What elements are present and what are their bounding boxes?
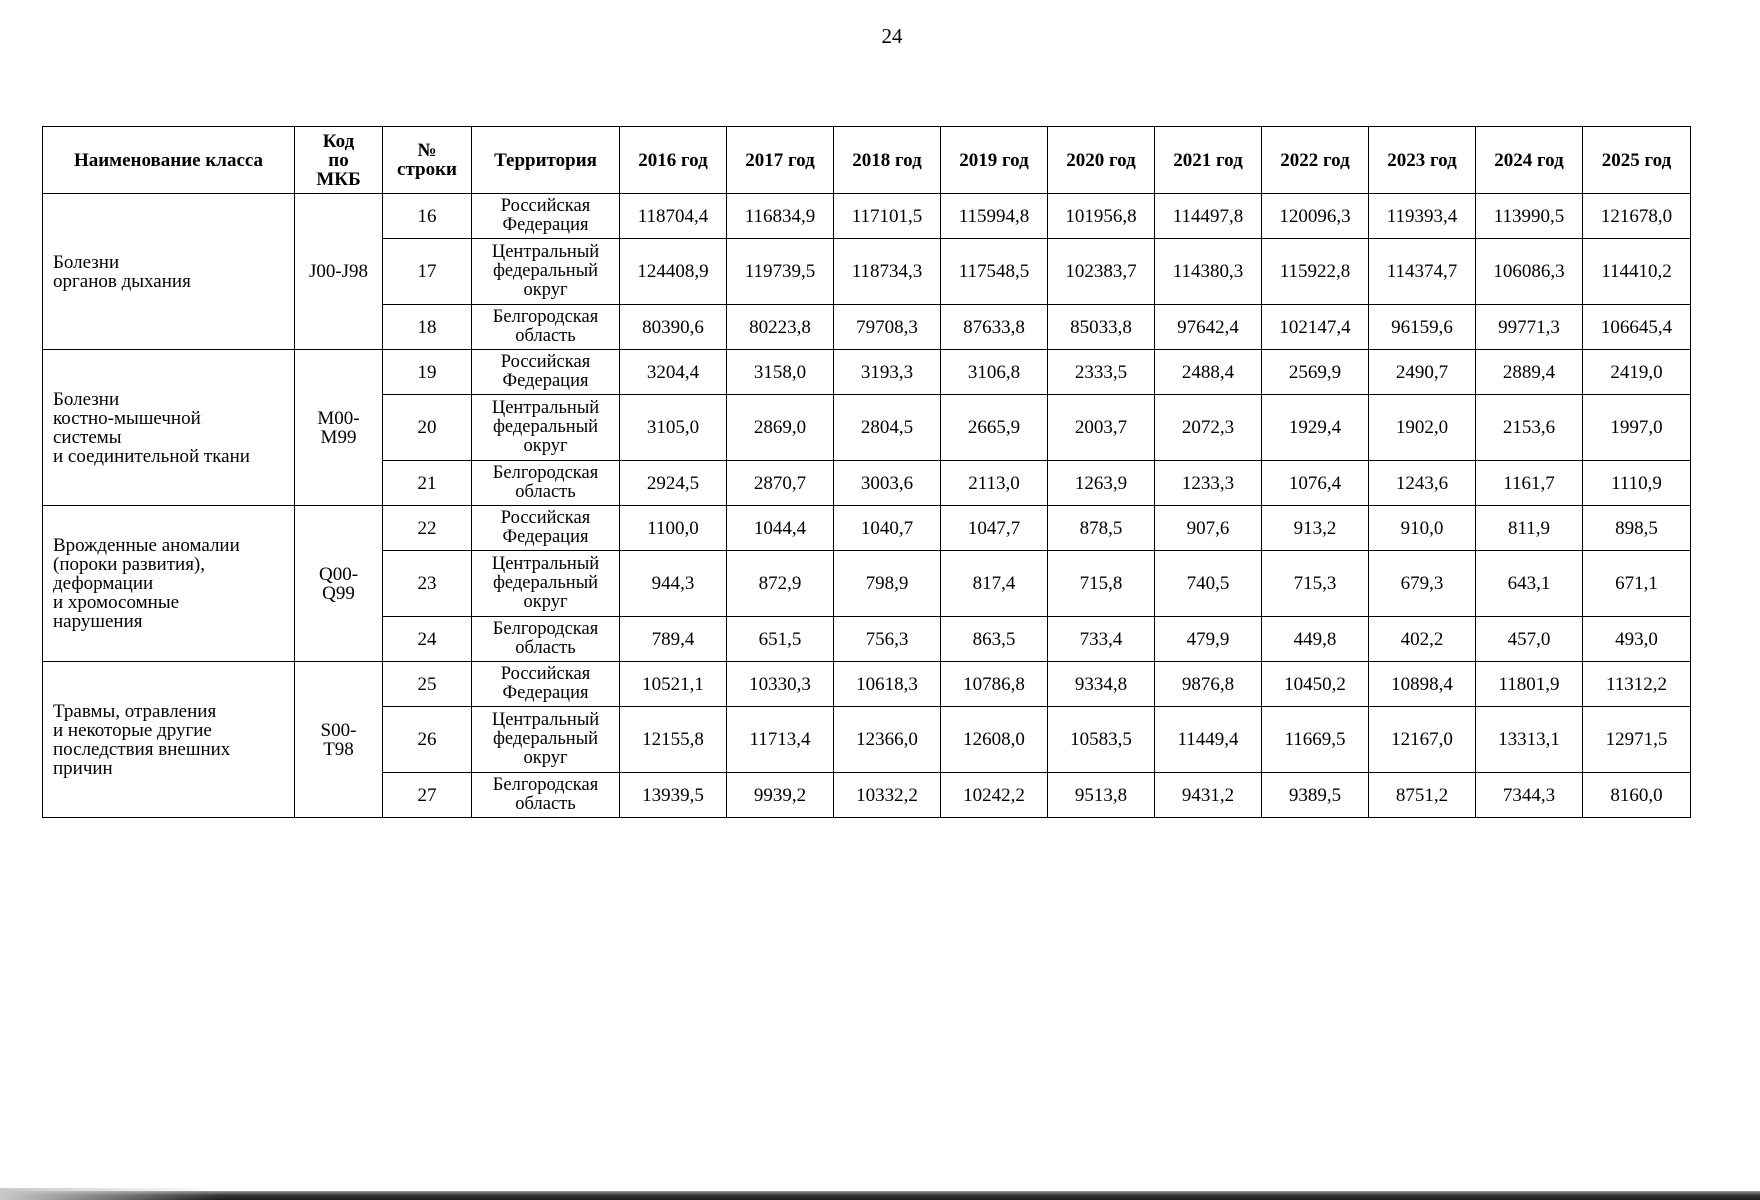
value-cell: 9389,5 — [1262, 773, 1369, 818]
value-cell: 2488,4 — [1155, 350, 1262, 395]
header-year: 2023 год — [1369, 127, 1476, 194]
value-cell: 2924,5 — [620, 461, 727, 506]
value-cell: 715,8 — [1048, 551, 1155, 617]
class-name-cell: Болезни органов дыхания — [43, 194, 295, 350]
value-cell: 1047,7 — [941, 506, 1048, 551]
header-row-number: № строки — [383, 127, 472, 194]
header-row — [43, 127, 1691, 194]
value-cell: 493,0 — [1583, 617, 1691, 662]
value-cell: 1929,4 — [1262, 395, 1369, 461]
row-number-cell: 19 — [383, 350, 472, 395]
value-cell: 3204,4 — [620, 350, 727, 395]
header-year: 2021 год — [1155, 127, 1262, 194]
value-cell: 80390,6 — [620, 305, 727, 350]
territory-cell: Центральный федеральный округ — [472, 707, 620, 773]
value-cell: 120096,3 — [1262, 194, 1369, 239]
value-cell: 872,9 — [727, 551, 834, 617]
value-cell: 121678,0 — [1583, 194, 1691, 239]
value-cell: 80223,8 — [727, 305, 834, 350]
row-number-cell: 21 — [383, 461, 472, 506]
value-cell: 117101,5 — [834, 194, 941, 239]
value-cell: 756,3 — [834, 617, 941, 662]
header-year: 2020 год — [1048, 127, 1155, 194]
value-cell: 124408,9 — [620, 239, 727, 305]
row-number-cell: 16 — [383, 194, 472, 239]
value-cell: 715,3 — [1262, 551, 1369, 617]
row-number-cell: 24 — [383, 617, 472, 662]
value-cell: 12167,0 — [1369, 707, 1476, 773]
value-cell: 2072,3 — [1155, 395, 1262, 461]
scan-edge-band — [0, 1191, 1760, 1200]
icd-code-cell: J00-J98 — [295, 194, 383, 350]
value-cell: 116834,9 — [727, 194, 834, 239]
value-cell: 13313,1 — [1476, 707, 1583, 773]
icd-code-cell: S00- T98 — [295, 662, 383, 818]
row-number-cell: 27 — [383, 773, 472, 818]
value-cell: 10330,3 — [727, 662, 834, 707]
value-cell: 12155,8 — [620, 707, 727, 773]
value-cell: 87633,8 — [941, 305, 1048, 350]
value-cell: 11713,4 — [727, 707, 834, 773]
row-number-cell: 23 — [383, 551, 472, 617]
value-cell: 114374,7 — [1369, 239, 1476, 305]
value-cell: 1997,0 — [1583, 395, 1691, 461]
row-number-cell: 26 — [383, 707, 472, 773]
value-cell: 479,9 — [1155, 617, 1262, 662]
header-year: 2022 год — [1262, 127, 1369, 194]
value-cell: 9939,2 — [727, 773, 834, 818]
header-year: 2017 год — [727, 127, 834, 194]
value-cell: 1110,9 — [1583, 461, 1691, 506]
value-cell: 863,5 — [941, 617, 1048, 662]
value-cell: 9876,8 — [1155, 662, 1262, 707]
value-cell: 1243,6 — [1369, 461, 1476, 506]
value-cell: 817,4 — [941, 551, 1048, 617]
table-body — [43, 194, 1691, 818]
header-class-name: Наименование класса — [43, 127, 295, 194]
morbidity-table — [42, 126, 1691, 818]
header-year: 2024 год — [1476, 127, 1583, 194]
value-cell: 910,0 — [1369, 506, 1476, 551]
territory-cell: Российская Федерация — [472, 506, 620, 551]
row-number-cell: 20 — [383, 395, 472, 461]
class-name-cell: Травмы, отравления и некоторые другие последствия внешних причин — [43, 662, 295, 818]
value-cell: 118704,4 — [620, 194, 727, 239]
territory-cell: Российская Федерация — [472, 662, 620, 707]
value-cell: 651,5 — [727, 617, 834, 662]
value-cell: 8751,2 — [1369, 773, 1476, 818]
value-cell: 643,1 — [1476, 551, 1583, 617]
value-cell: 97642,4 — [1155, 305, 1262, 350]
value-cell: 106645,4 — [1583, 305, 1691, 350]
value-cell: 115922,8 — [1262, 239, 1369, 305]
value-cell: 1233,3 — [1155, 461, 1262, 506]
class-name-cell: Болезни костно-мышечной системы и соединительной ткани — [43, 350, 295, 506]
value-cell: 2003,7 — [1048, 395, 1155, 461]
header-year: 2018 год — [834, 127, 941, 194]
value-cell: 10618,3 — [834, 662, 941, 707]
value-cell: 9513,8 — [1048, 773, 1155, 818]
value-cell: 913,2 — [1262, 506, 1369, 551]
value-cell: 118734,3 — [834, 239, 941, 305]
value-cell: 789,4 — [620, 617, 727, 662]
value-cell: 1040,7 — [834, 506, 941, 551]
territory-cell: Белгородская область — [472, 773, 620, 818]
value-cell: 2333,5 — [1048, 350, 1155, 395]
row-number-cell: 25 — [383, 662, 472, 707]
value-cell: 3106,8 — [941, 350, 1048, 395]
value-cell: 907,6 — [1155, 506, 1262, 551]
value-cell: 12971,5 — [1583, 707, 1691, 773]
value-cell: 8160,0 — [1583, 773, 1691, 818]
value-cell: 79708,3 — [834, 305, 941, 350]
value-cell: 101956,8 — [1048, 194, 1155, 239]
territory-cell: Центральный федеральный округ — [472, 239, 620, 305]
territory-cell: Российская Федерация — [472, 350, 620, 395]
value-cell: 733,4 — [1048, 617, 1155, 662]
header-year: 2025 год — [1583, 127, 1691, 194]
table-row — [43, 662, 1691, 707]
value-cell: 10786,8 — [941, 662, 1048, 707]
value-cell: 2665,9 — [941, 395, 1048, 461]
value-cell: 2490,7 — [1369, 350, 1476, 395]
value-cell: 102383,7 — [1048, 239, 1155, 305]
row-number-cell: 17 — [383, 239, 472, 305]
value-cell: 3105,0 — [620, 395, 727, 461]
value-cell: 114497,8 — [1155, 194, 1262, 239]
value-cell: 798,9 — [834, 551, 941, 617]
header-year: 2016 год — [620, 127, 727, 194]
territory-cell: Центральный федеральный округ — [472, 395, 620, 461]
value-cell: 119739,5 — [727, 239, 834, 305]
value-cell: 113990,5 — [1476, 194, 1583, 239]
value-cell: 9334,8 — [1048, 662, 1155, 707]
value-cell: 11669,5 — [1262, 707, 1369, 773]
class-name-cell: Врожденные аномалии (пороки развития), деформации и хромосомные нарушения — [43, 506, 295, 662]
value-cell: 1161,7 — [1476, 461, 1583, 506]
value-cell: 2569,9 — [1262, 350, 1369, 395]
table-row — [43, 194, 1691, 239]
value-cell: 102147,4 — [1262, 305, 1369, 350]
value-cell: 10332,2 — [834, 773, 941, 818]
value-cell: 878,5 — [1048, 506, 1155, 551]
value-cell: 898,5 — [1583, 506, 1691, 551]
value-cell: 115994,8 — [941, 194, 1048, 239]
value-cell: 1263,9 — [1048, 461, 1155, 506]
value-cell: 2869,0 — [727, 395, 834, 461]
territory-cell: Российская Федерация — [472, 194, 620, 239]
value-cell: 12608,0 — [941, 707, 1048, 773]
value-cell: 117548,5 — [941, 239, 1048, 305]
value-cell: 11449,4 — [1155, 707, 1262, 773]
value-cell: 1902,0 — [1369, 395, 1476, 461]
value-cell: 3158,0 — [727, 350, 834, 395]
table-row — [43, 350, 1691, 395]
value-cell: 11801,9 — [1476, 662, 1583, 707]
value-cell: 114380,3 — [1155, 239, 1262, 305]
value-cell: 10521,1 — [620, 662, 727, 707]
value-cell: 2889,4 — [1476, 350, 1583, 395]
value-cell: 457,0 — [1476, 617, 1583, 662]
value-cell: 402,2 — [1369, 617, 1476, 662]
page-number: 24 — [881, 24, 903, 48]
value-cell: 2870,7 — [727, 461, 834, 506]
value-cell: 2419,0 — [1583, 350, 1691, 395]
icd-code-cell: M00- M99 — [295, 350, 383, 506]
value-cell: 85033,8 — [1048, 305, 1155, 350]
value-cell: 1100,0 — [620, 506, 727, 551]
territory-cell: Центральный федеральный округ — [472, 551, 620, 617]
value-cell: 7344,3 — [1476, 773, 1583, 818]
value-cell: 1044,4 — [727, 506, 834, 551]
value-cell: 679,3 — [1369, 551, 1476, 617]
value-cell: 106086,3 — [1476, 239, 1583, 305]
territory-cell: Белгородская область — [472, 461, 620, 506]
header-icd-code: Код по МКБ — [295, 127, 383, 194]
value-cell: 10242,2 — [941, 773, 1048, 818]
value-cell: 2804,5 — [834, 395, 941, 461]
icd-code-cell: Q00- Q99 — [295, 506, 383, 662]
value-cell: 13939,5 — [620, 773, 727, 818]
value-cell: 96159,6 — [1369, 305, 1476, 350]
value-cell: 99771,3 — [1476, 305, 1583, 350]
value-cell: 10898,4 — [1369, 662, 1476, 707]
row-number-cell: 22 — [383, 506, 472, 551]
value-cell: 119393,4 — [1369, 194, 1476, 239]
value-cell: 2153,6 — [1476, 395, 1583, 461]
value-cell: 740,5 — [1155, 551, 1262, 617]
value-cell: 10450,2 — [1262, 662, 1369, 707]
territory-cell: Белгородская область — [472, 617, 620, 662]
value-cell: 671,1 — [1583, 551, 1691, 617]
scan-edge-fade — [0, 1188, 220, 1200]
value-cell: 10583,5 — [1048, 707, 1155, 773]
value-cell: 944,3 — [620, 551, 727, 617]
value-cell: 2113,0 — [941, 461, 1048, 506]
territory-cell: Белгородская область — [472, 305, 620, 350]
value-cell: 3193,3 — [834, 350, 941, 395]
value-cell: 449,8 — [1262, 617, 1369, 662]
value-cell: 9431,2 — [1155, 773, 1262, 818]
value-cell: 12366,0 — [834, 707, 941, 773]
value-cell: 1076,4 — [1262, 461, 1369, 506]
table-row — [43, 506, 1691, 551]
row-number-cell: 18 — [383, 305, 472, 350]
header-year: 2019 год — [941, 127, 1048, 194]
header-territory: Территория — [472, 127, 620, 194]
value-cell: 811,9 — [1476, 506, 1583, 551]
value-cell: 11312,2 — [1583, 662, 1691, 707]
value-cell: 3003,6 — [834, 461, 941, 506]
value-cell: 114410,2 — [1583, 239, 1691, 305]
